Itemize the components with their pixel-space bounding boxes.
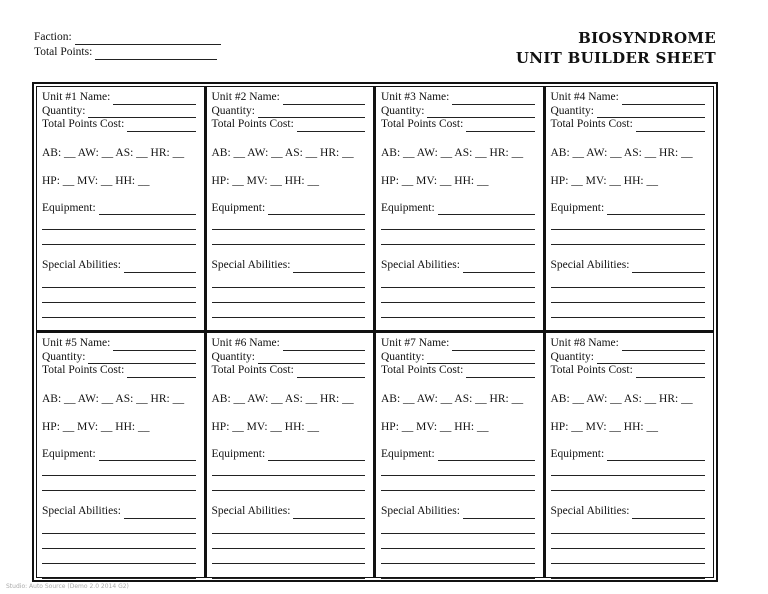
faction-line — [34, 30, 221, 45]
unit-content — [381, 91, 535, 333]
total-cost-label: Total Points Cost: — [42, 364, 125, 377]
stats-line-2[interactable]: HP: __ MV: __ HH: __ — [211, 174, 319, 187]
special-abilities-label: Special Abilities: — [211, 505, 291, 518]
equipment-field[interactable] — [268, 204, 365, 215]
stats-line-2[interactable]: HP: __ MV: __ HH: __ — [550, 174, 658, 187]
equipment-label: Equipment: — [550, 447, 605, 460]
special-abilities-line[interactable] — [212, 534, 366, 549]
equipment-line[interactable] — [212, 461, 366, 476]
unit-name-label: Unit #8 Name: — [550, 337, 619, 349]
total-cost-label: Total Points Cost: — [550, 364, 633, 377]
equipment-label: Equipment: — [42, 447, 96, 460]
quantity-label: Quantity: — [211, 350, 255, 363]
special-abilities-field[interactable] — [124, 508, 196, 519]
unit-name-field[interactable] — [452, 340, 534, 351]
unit-name-field[interactable] — [113, 340, 195, 351]
special-abilities-label: Special Abilities: — [381, 259, 460, 272]
special-abilities-line[interactable] — [381, 564, 535, 579]
special-abilities-line[interactable] — [212, 318, 366, 333]
total-cost-field[interactable] — [127, 121, 195, 132]
unit-name-field[interactable] — [283, 94, 365, 105]
equipment-field[interactable] — [607, 450, 705, 461]
special-abilities-row — [551, 505, 706, 519]
quantity-label: Quantity: — [550, 350, 594, 363]
special-abilities-row — [42, 505, 196, 519]
title-line-2: UNIT BUILDER SHEET — [515, 49, 716, 67]
unit-name-row — [42, 91, 196, 105]
unit-name-row — [212, 337, 366, 351]
special-abilities-field[interactable] — [124, 262, 196, 273]
unit-name-field[interactable] — [622, 94, 705, 105]
stats-line-1[interactable]: AB: __ AW: __ AS: __ HR: __ — [42, 392, 185, 405]
special-abilities-field[interactable] — [293, 508, 365, 519]
quantity-row — [212, 105, 366, 119]
stats-line-1[interactable]: AB: __ AW: __ AS: __ HR: __ — [211, 392, 354, 405]
special-abilities-line[interactable] — [42, 519, 196, 534]
total-cost-field[interactable] — [636, 367, 705, 378]
stats-line-1[interactable]: AB: __ AW: __ AS: __ HR: __ — [42, 146, 185, 159]
stats-line-2[interactable]: HP: __ MV: __ HH: __ — [42, 420, 150, 433]
unit-grid — [32, 82, 718, 582]
equipment-line[interactable] — [212, 230, 366, 245]
equipment-label: Equipment: — [42, 201, 96, 214]
quantity-label: Quantity: — [42, 104, 86, 117]
special-abilities-line[interactable] — [212, 303, 366, 318]
equipment-line[interactable] — [42, 476, 196, 491]
special-abilities-line[interactable] — [42, 534, 196, 549]
total-cost-field[interactable] — [466, 121, 534, 132]
special-abilities-line[interactable] — [551, 318, 706, 333]
special-abilities-line[interactable] — [381, 534, 535, 549]
total-cost-field[interactable] — [466, 367, 534, 378]
special-abilities-line[interactable] — [42, 318, 196, 333]
equipment-label: Equipment: — [381, 201, 435, 214]
quantity-field[interactable] — [597, 107, 705, 118]
special-abilities-field[interactable] — [293, 262, 365, 273]
special-abilities-row — [551, 259, 706, 273]
special-abilities-line[interactable] — [42, 564, 196, 579]
equipment-line[interactable] — [381, 461, 535, 476]
special-abilities-row — [381, 505, 535, 519]
quantity-field[interactable] — [427, 353, 534, 364]
total-cost-label: Total Points Cost: — [211, 118, 294, 131]
special-abilities-line[interactable] — [551, 564, 706, 579]
unit-card-4 — [545, 86, 715, 332]
unit-name-field[interactable] — [622, 340, 705, 351]
footer-note: Studio: Auto Source (Demo 2.0 2014 G2) — [6, 583, 129, 590]
unit-content — [212, 91, 366, 333]
stats-line-1[interactable]: AB: __ AW: __ AS: __ HR: __ — [211, 146, 354, 159]
equipment-line[interactable] — [42, 230, 196, 245]
unit-name-label: Unit #1 Name: — [42, 91, 111, 103]
total-points-line — [34, 45, 221, 60]
equipment-line[interactable] — [42, 461, 196, 476]
special-abilities-line[interactable] — [212, 564, 366, 579]
stats-line-2[interactable]: HP: __ MV: __ HH: __ — [381, 174, 489, 187]
equipment-label: Equipment: — [381, 447, 435, 460]
unit-content — [551, 337, 706, 579]
equipment-line[interactable] — [381, 230, 535, 245]
unit-card-5 — [36, 332, 206, 578]
total-points-label: Total Points: — [34, 46, 93, 58]
total-cost-row — [212, 364, 366, 378]
special-abilities-row — [381, 259, 535, 273]
unit-card-6 — [206, 332, 376, 578]
special-abilities-line[interactable] — [212, 519, 366, 534]
special-abilities-row — [212, 505, 366, 519]
total-cost-label: Total Points Cost: — [381, 118, 464, 131]
equipment-row — [551, 202, 706, 216]
special-abilities-line[interactable] — [381, 303, 535, 318]
total-cost-label: Total Points Cost: — [381, 364, 464, 377]
unit-name-row — [551, 91, 706, 105]
sheet-title — [516, 28, 716, 68]
quantity-field[interactable] — [597, 353, 705, 364]
quantity-row — [42, 351, 196, 365]
equipment-field[interactable] — [99, 204, 196, 215]
equipment-line[interactable] — [551, 476, 706, 491]
special-abilities-field[interactable] — [463, 262, 535, 273]
unit-content — [381, 337, 535, 579]
equipment-field[interactable] — [268, 450, 365, 461]
special-abilities-line[interactable] — [212, 273, 366, 288]
unit-name-label: Unit #5 Name: — [42, 337, 111, 349]
unit-name-label: Unit #3 Name: — [381, 91, 450, 103]
equipment-line[interactable] — [381, 215, 535, 230]
special-abilities-line[interactable] — [551, 288, 706, 303]
equipment-row — [42, 202, 196, 216]
faction-block — [34, 30, 221, 60]
equipment-line[interactable] — [381, 476, 535, 491]
stats-line-1[interactable]: AB: __ AW: __ AS: __ HR: __ — [381, 392, 524, 405]
title-line-1: BIOSYNDROME — [578, 29, 716, 47]
quantity-label: Quantity: — [381, 350, 425, 363]
special-abilities-line[interactable] — [551, 303, 706, 318]
total-cost-row — [551, 118, 706, 132]
special-abilities-field[interactable] — [632, 508, 705, 519]
equipment-field[interactable] — [99, 450, 196, 461]
total-cost-field[interactable] — [297, 121, 365, 132]
equipment-label: Equipment: — [211, 447, 266, 460]
total-cost-label: Total Points Cost: — [211, 364, 294, 377]
faction-field[interactable] — [75, 33, 221, 45]
equipment-field[interactable] — [438, 204, 535, 215]
quantity-label: Quantity: — [211, 104, 255, 117]
unit-content — [551, 91, 706, 333]
special-abilities-line[interactable] — [381, 549, 535, 564]
total-cost-row — [42, 364, 196, 378]
special-abilities-row — [42, 259, 196, 273]
total-cost-row — [212, 118, 366, 132]
equipment-row — [212, 202, 366, 216]
quantity-row — [381, 351, 535, 365]
special-abilities-label: Special Abilities: — [211, 259, 291, 272]
unit-name-label: Unit #4 Name: — [550, 91, 619, 103]
unit-name-label: Unit #7 Name: — [381, 337, 450, 349]
unit-name-row — [212, 91, 366, 105]
special-abilities-field[interactable] — [463, 508, 535, 519]
special-abilities-line[interactable] — [42, 549, 196, 564]
quantity-row — [551, 351, 706, 365]
quantity-field[interactable] — [427, 107, 534, 118]
special-abilities-label: Special Abilities: — [550, 505, 630, 518]
special-abilities-line[interactable] — [551, 534, 706, 549]
special-abilities-line[interactable] — [212, 549, 366, 564]
equipment-field[interactable] — [438, 450, 535, 461]
quantity-label: Quantity: — [550, 104, 594, 117]
total-cost-row — [381, 364, 535, 378]
special-abilities-line[interactable] — [381, 519, 535, 534]
total-cost-label: Total Points Cost: — [42, 118, 125, 131]
equipment-line[interactable] — [42, 215, 196, 230]
special-abilities-label: Special Abilities: — [42, 505, 121, 518]
equipment-row — [212, 448, 366, 462]
unit-name-field[interactable] — [283, 340, 365, 351]
equipment-line[interactable] — [551, 230, 706, 245]
special-abilities-line[interactable] — [42, 273, 196, 288]
special-abilities-line[interactable] — [381, 288, 535, 303]
unit-name-label: Unit #6 Name: — [211, 337, 280, 349]
equipment-label: Equipment: — [211, 201, 266, 214]
equipment-line[interactable] — [551, 215, 706, 230]
special-abilities-line[interactable] — [212, 288, 366, 303]
special-abilities-label: Special Abilities: — [381, 505, 460, 518]
total-cost-label: Total Points Cost: — [550, 118, 633, 131]
total-cost-row — [42, 118, 196, 132]
quantity-row — [212, 351, 366, 365]
quantity-row — [551, 105, 706, 119]
special-abilities-line[interactable] — [381, 273, 535, 288]
total-cost-field[interactable] — [127, 367, 195, 378]
total-cost-field[interactable] — [636, 121, 705, 132]
equipment-row — [551, 448, 706, 462]
equipment-row — [381, 448, 535, 462]
stats-line-2[interactable]: HP: __ MV: __ HH: __ — [381, 420, 489, 433]
unit-name-row — [381, 91, 535, 105]
special-abilities-field[interactable] — [632, 262, 705, 273]
special-abilities-line[interactable] — [551, 273, 706, 288]
equipment-line[interactable] — [212, 476, 366, 491]
stats-line-2[interactable]: HP: __ MV: __ HH: __ — [42, 174, 150, 187]
total-points-field[interactable] — [95, 48, 217, 60]
faction-label: Faction: — [34, 31, 72, 43]
equipment-label: Equipment: — [550, 201, 605, 214]
quantity-field[interactable] — [88, 353, 195, 364]
stats-line-2[interactable]: HP: __ MV: __ HH: __ — [211, 420, 319, 433]
special-abilities-line[interactable] — [381, 318, 535, 333]
special-abilities-line[interactable] — [551, 519, 706, 534]
stats-line-1[interactable]: AB: __ AW: __ AS: __ HR: __ — [550, 146, 693, 159]
special-abilities-line[interactable] — [42, 303, 196, 318]
quantity-field[interactable] — [258, 353, 365, 364]
quantity-label: Quantity: — [381, 104, 425, 117]
quantity-field[interactable] — [258, 107, 365, 118]
unit-card-8 — [545, 332, 715, 578]
total-cost-row — [551, 364, 706, 378]
total-cost-field[interactable] — [297, 367, 365, 378]
unit-name-label: Unit #2 Name: — [211, 91, 280, 103]
equipment-field[interactable] — [607, 204, 705, 215]
equipment-line[interactable] — [551, 461, 706, 476]
unit-content — [212, 337, 366, 579]
unit-card-7 — [375, 332, 545, 578]
unit-card-1 — [36, 86, 206, 332]
unit-content — [42, 337, 196, 579]
quantity-row — [42, 105, 196, 119]
special-abilities-row — [212, 259, 366, 273]
quantity-label: Quantity: — [42, 350, 86, 363]
total-cost-row — [381, 118, 535, 132]
unit-name-row — [381, 337, 535, 351]
unit-card-2 — [206, 86, 376, 332]
equipment-row — [381, 202, 535, 216]
special-abilities-line[interactable] — [551, 549, 706, 564]
unit-content — [42, 91, 196, 333]
stats-line-1[interactable]: AB: __ AW: __ AS: __ HR: __ — [381, 146, 524, 159]
unit-card-3 — [375, 86, 545, 332]
equipment-line[interactable] — [212, 215, 366, 230]
special-abilities-label: Special Abilities: — [42, 259, 121, 272]
unit-name-row — [551, 337, 706, 351]
unit-name-field[interactable] — [113, 94, 195, 105]
unit-name-row — [42, 337, 196, 351]
unit-name-field[interactable] — [452, 94, 534, 105]
quantity-row — [381, 105, 535, 119]
stats-line-1[interactable]: AB: __ AW: __ AS: __ HR: __ — [550, 392, 693, 405]
special-abilities-label: Special Abilities: — [550, 259, 630, 272]
special-abilities-line[interactable] — [42, 288, 196, 303]
quantity-field[interactable] — [88, 107, 195, 118]
equipment-row — [42, 448, 196, 462]
stats-line-2[interactable]: HP: __ MV: __ HH: __ — [550, 420, 658, 433]
